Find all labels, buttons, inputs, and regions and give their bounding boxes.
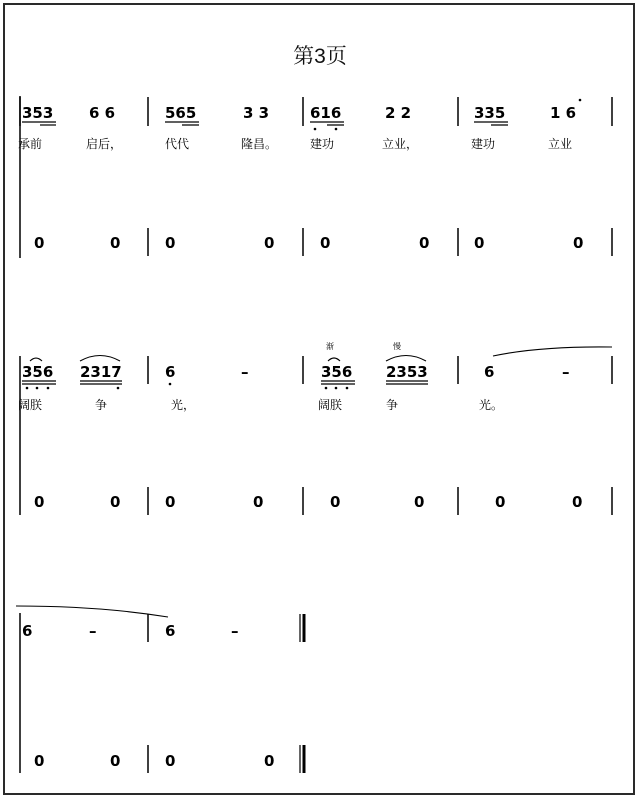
lyric: 阔朕 <box>18 398 43 412</box>
melody-note: 6 <box>165 622 176 640</box>
lyric: 建功 <box>471 137 496 151</box>
octave-dot <box>346 387 349 390</box>
tie-line <box>493 347 612 356</box>
lyric: 光， <box>171 398 196 412</box>
lyric: 阔朕 <box>318 398 343 412</box>
slur <box>30 358 42 361</box>
slur <box>386 356 426 362</box>
accomp-rest: 0 <box>110 234 121 252</box>
melody-note: – <box>231 622 239 640</box>
octave-dot <box>579 99 582 102</box>
page-title: 第3页 <box>293 45 347 68</box>
lyric: 隆昌。 <box>241 137 278 151</box>
accomp-rest: 0 <box>264 752 275 770</box>
melody-note: – <box>562 363 570 381</box>
accomp-rest: 0 <box>474 234 485 252</box>
accomp-rest: 0 <box>495 493 506 511</box>
lyric: 承前 <box>18 137 43 151</box>
expression-mark: 渐 <box>326 342 334 351</box>
accomp-rest: 0 <box>330 493 341 511</box>
system-3 <box>16 606 304 773</box>
melody-note: 353 <box>22 104 54 122</box>
octave-dot <box>335 128 338 131</box>
lyric: 争 <box>95 398 108 412</box>
octave-dot <box>47 387 50 390</box>
accomp-rest: 0 <box>253 493 264 511</box>
octave-dot <box>169 383 172 386</box>
accomp-rest: 0 <box>264 234 275 252</box>
melody-note: 356 <box>321 363 353 381</box>
accomp-rest: 0 <box>110 493 121 511</box>
lyric: 立业 <box>548 137 573 151</box>
melody-note: 356 <box>22 363 54 381</box>
accomp-rest: 0 <box>34 493 45 511</box>
accomp-rest: 0 <box>573 234 584 252</box>
accomp-rest: 0 <box>320 234 331 252</box>
melody-note: 6 <box>165 363 176 381</box>
accomp-rest: 0 <box>414 493 425 511</box>
melody-note: 616 <box>310 104 342 122</box>
octave-dot <box>36 387 39 390</box>
accomp-rest: 0 <box>34 234 45 252</box>
lyric: 建功 <box>310 137 335 151</box>
system-1 <box>18 96 612 258</box>
octave-dot <box>325 387 328 390</box>
melody-note: – <box>241 363 249 381</box>
octave-dot <box>117 387 120 390</box>
expression-mark: 慢 <box>393 342 401 351</box>
accomp-rest: 0 <box>165 234 176 252</box>
accomp-rest: 0 <box>34 752 45 770</box>
lyric: 光。 <box>479 398 504 412</box>
octave-dot <box>335 387 338 390</box>
lyric: 争 <box>386 398 399 412</box>
tie-line <box>16 606 168 617</box>
melody-note: 2353 <box>386 363 428 381</box>
slur <box>80 356 120 362</box>
accomp-rest: 0 <box>572 493 583 511</box>
melody-note: 2 2 <box>385 104 412 122</box>
accomp-rest: 0 <box>165 493 176 511</box>
slur <box>328 358 340 361</box>
melody-note: 1 6 <box>550 104 577 122</box>
accomp-rest: 0 <box>419 234 430 252</box>
melody-note: 3 3 <box>243 104 270 122</box>
melody-note: 335 <box>474 104 506 122</box>
octave-dot <box>26 387 29 390</box>
accomp-rest: 0 <box>165 752 176 770</box>
melody-note: 6 <box>484 363 495 381</box>
melody-note: 6 6 <box>89 104 116 122</box>
melody-note: – <box>89 622 97 640</box>
lyric: 立业， <box>382 137 419 151</box>
lyric: 启后， <box>86 137 123 151</box>
melody-note: 2317 <box>80 363 122 381</box>
melody-note: 565 <box>165 104 197 122</box>
accomp-rest: 0 <box>110 752 121 770</box>
melody-note: 6 <box>22 622 33 640</box>
octave-dot <box>314 128 317 131</box>
lyric: 代代 <box>165 137 190 151</box>
system-2 <box>18 341 612 515</box>
